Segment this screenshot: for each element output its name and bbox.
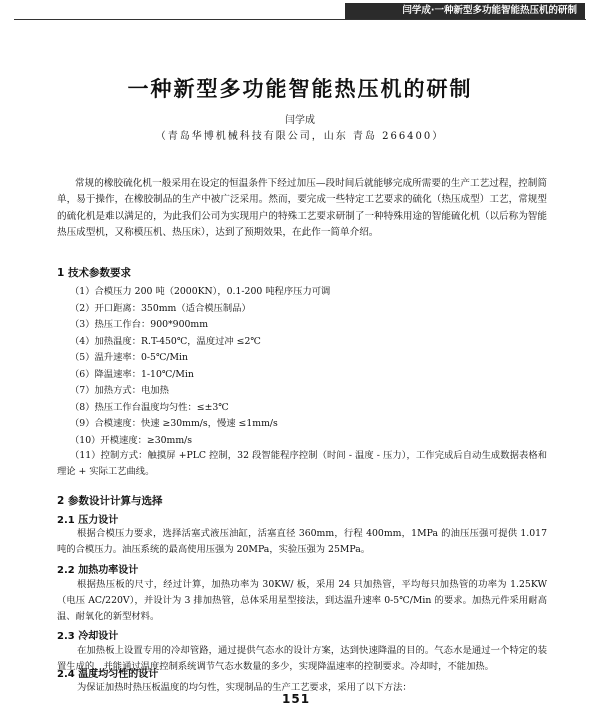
list-item: （5）温升速率：0-5℃/Min (70, 352, 188, 363)
article-title: 一种新型多功能智能热压机的研制 (127, 77, 473, 101)
list-item-last: （11）控制方式：触摸屏 +PLC 控制，32 段智能程序控制（时间 - 温度 - 压力），工作完成后自动生成数据表格和理论 + 实际工艺曲线。 (57, 450, 547, 478)
list-item: （6）降温速率：1-10℃/Min (70, 368, 194, 380)
header-divider (14, 19, 586, 20)
subsection-2-1-heading: 2.1 压力设计 (57, 515, 119, 526)
list-item: （2）开口距离：350mm（适合模压制品） (70, 302, 251, 314)
subsection-2-3-heading: 2.3 冷却设计 (57, 631, 119, 642)
subsection-2-1-text: 根据合模压力要求，选择活塞式液压油缸，活塞直径 360mm，行程 400mm，1MPa 的油压压强可提供 1.017 吨的合模压力。油压系统的最高使用压强为 20MPa，实验压强为 25MPa。 (57, 528, 547, 556)
subsection-2-2-text: 根据热压板的尺寸，经过计算，加热功率为 30KW/ 板，采用 24 只加热管，平均每只加热管的功率为 1.25KW（电压 AC/220V），并设计为 3 排加热管，总体采用星型接法，到达温升速率 0-5℃/Min 的要求。加热元件采用耐高温、耐氧化的新型材料。 (57, 579, 547, 623)
section-2-heading: 2 参数设计计算与选择 (57, 495, 163, 507)
article-author: 闫学成 (285, 115, 315, 126)
list-item: （10）开模速度：≥30mm/s (70, 434, 193, 446)
subsection-2-3-text: 在加热板上设置专用的冷却管路，通过提供气态水的设计方案，达到快速降温的目的。气态水是通过一个特定的装置生成的，并能通过温度控制系统调节气态水数量的多少，实现降温速率的控制要求。冷却时，不能加热。 (57, 645, 547, 673)
page-number: 151 (282, 692, 311, 706)
subsection-2-4-heading: 2.4 温度均匀性的设计 (57, 669, 159, 680)
requirement-list (70, 284, 550, 449)
list-item: （1）合模压力 200 吨（2000KN），0.1-200 吨程序压力可调 (70, 286, 331, 297)
section-1-heading: 1 技术参数要求 (57, 267, 131, 279)
intro-paragraph: 常规的橡胶硫化机一般采用在设定的恒温条件下经过加压—段时间后就能够完成所需要的生产工艺过程，控制简单，易于操作，在橡胶制品的生产中被广泛采用。然而，要完成一些特定工艺要求的硫化（热压成型）工艺，常规型的硫化机是难以满足的，为此我们公司为实现用户的特殊工艺要求研制了一种特殊用途的智能硫化机（以后称为智能热压成型机，又称模压机、热压床），达到了预期效果，在此作一简单介绍。 (57, 178, 547, 239)
list-item: （4）加热温度：R.T-450℃，温度过冲 ≤2℃ (70, 335, 261, 347)
list-item: （7）加热方式：电加热 (70, 385, 169, 396)
subsection-2-4-text: 为保证加热时热压板温度的均匀性，实现制品的生产工艺要求，采用了以下方法： (77, 682, 412, 693)
running-header (0, 0, 600, 20)
list-item: （3）热压工作台：900*900mm (70, 319, 209, 330)
list-item: （9）合模速度：快速 ≥30mm/s，慢速 ≤1mm/s (70, 418, 278, 429)
subsection-2-2-heading: 2.2 加热功率设计 (57, 565, 139, 576)
article-affiliation: （青岛华博机械科技有限公司，山东 青岛 266400） (155, 131, 445, 142)
list-item: （8）热压工作台温度均匀性：≤±3℃ (70, 401, 229, 413)
running-title: 闫学成·一种新型多功能智能热压机的研制 (345, 3, 585, 19)
